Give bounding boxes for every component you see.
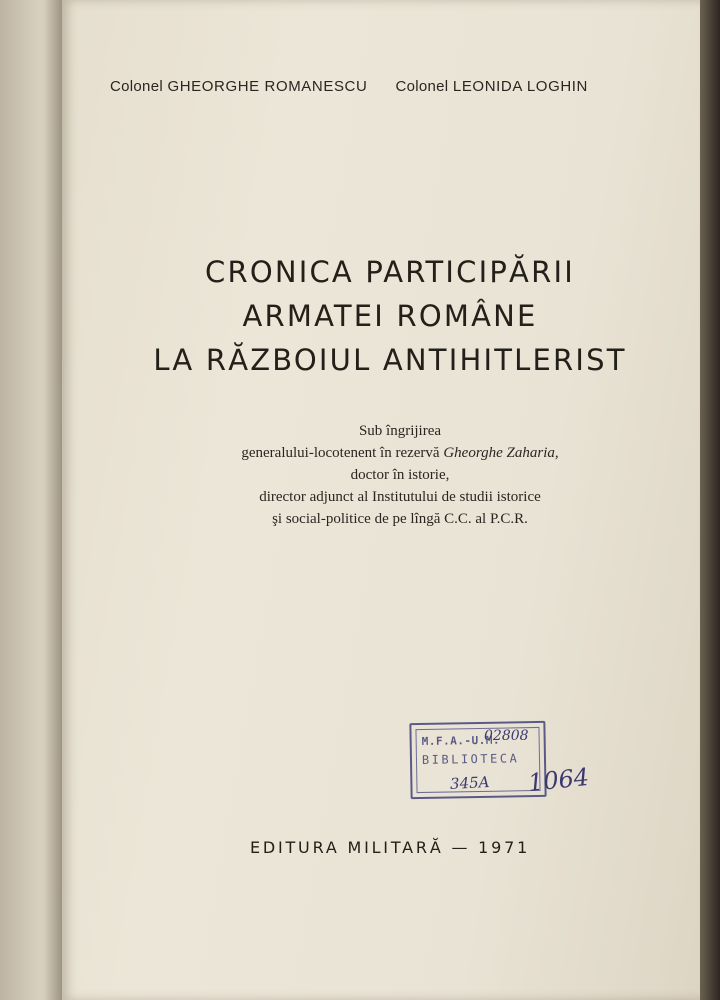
editor-line-1: Sub îngrijirea — [358, 423, 442, 439]
handwritten-inventory-number: 1064 — [526, 762, 591, 798]
editor-line-5: şi social-politice de pe lîngă C.C. al P.C.R. — [272, 511, 528, 527]
stamp-line-2: BIBLIOTECA — [421, 751, 520, 767]
title-line-2: ARMATEI ROMÂNE — [242, 299, 538, 333]
author-2-rank: Colonel — [395, 78, 449, 95]
handwritten-code-top: 02808 — [484, 728, 529, 744]
editor-credits — [140, 420, 660, 530]
author-2-name: LEONIDA LOGHIN — [452, 78, 588, 95]
author-1 — [110, 78, 367, 95]
author-2 — [395, 78, 588, 95]
author-1-name: GHEORGHE ROMANESCU — [167, 78, 368, 95]
title-line-1: CRONICA PARTICIPĂRII — [205, 255, 575, 289]
authors-line — [110, 78, 650, 95]
handwritten-code-mid: 345A — [449, 772, 490, 794]
editor-rank: generalului-locotenent în rezervă — [241, 445, 444, 461]
background-edge — [700, 0, 720, 1000]
editor-line-2 — [140, 442, 660, 464]
editor-line-3: doctor în istorie, — [350, 467, 450, 483]
editor-line-4: director adjunct al Institutului de studii istorice — [259, 489, 541, 505]
editor-name: Gheorghe Zaharia, — [443, 445, 559, 461]
publisher-line: EDITURA MILITARĂ — 1971 — [249, 838, 531, 857]
book-title — [90, 250, 690, 382]
title-line-3: LA RĂZBOIUL ANTIHITLERIST — [153, 343, 627, 377]
stamp-line-1: M.F.A.-U.M. — [421, 733, 501, 748]
author-1-rank: Colonel — [110, 78, 163, 95]
